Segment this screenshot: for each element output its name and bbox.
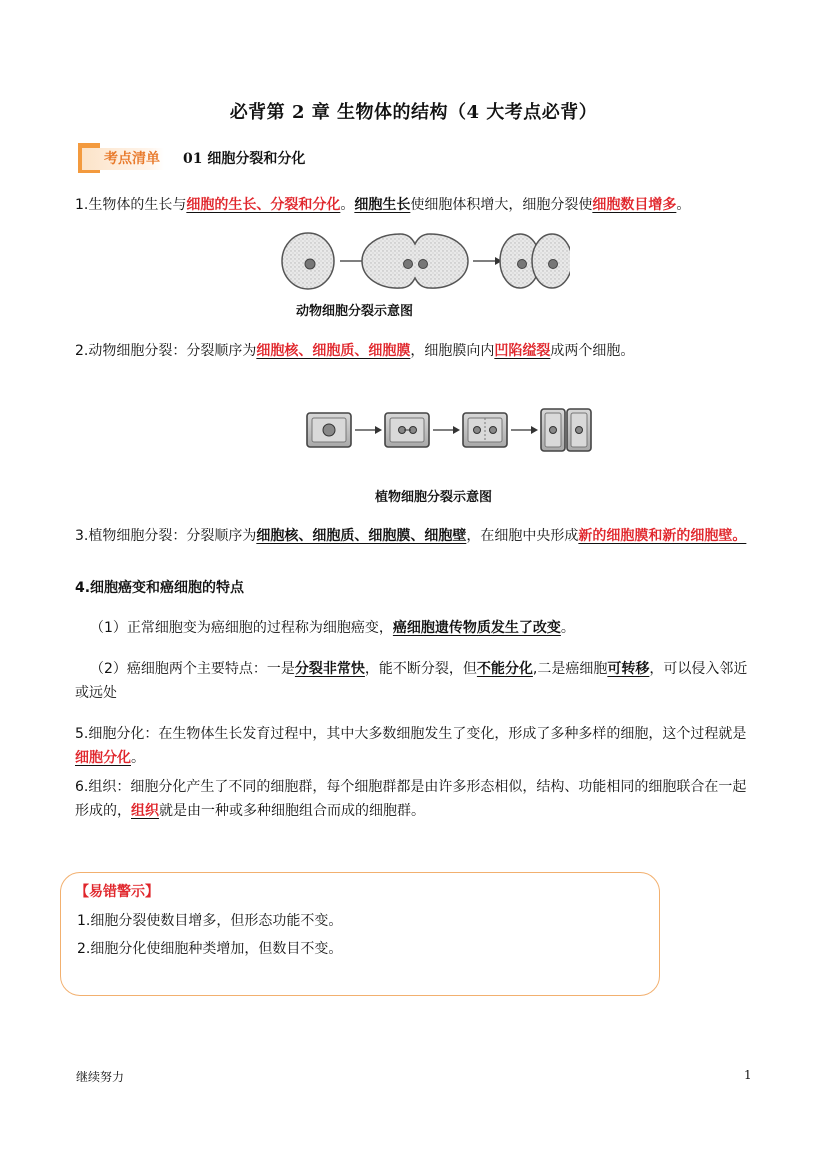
text: ，可以侵入邻近或远处	[75, 661, 748, 701]
highlight-red: 细胞分化	[75, 750, 131, 766]
cell-stage-2	[362, 234, 468, 288]
page-title: 必背第 2 章 生物体的结构（4 大考点必背）	[229, 102, 598, 123]
plant-arrow-3	[511, 426, 538, 434]
text: 。	[340, 197, 355, 213]
plant-arrow-2	[433, 426, 460, 434]
warning-box	[60, 872, 660, 996]
highlight-red: 细胞的生长、分裂和分化	[186, 197, 341, 213]
section-subtitle: 01 细胞分裂和分化	[183, 151, 306, 167]
highlight-underline: 可转移	[607, 661, 650, 677]
highlight-red: 新的细胞膜和新的细胞壁。	[578, 528, 747, 544]
text: （1）正常细胞变为癌细胞的过程称为细胞癌变，	[90, 620, 393, 636]
warning-line-2: 2.细胞分化使细胞种类增加，但数目不变。	[77, 941, 343, 957]
text: ，能不断分裂，但	[364, 661, 477, 677]
text: 使细胞体积增大，细胞分裂使	[410, 197, 593, 213]
highlight-underline: 分裂非常快	[294, 661, 365, 677]
plant-arrow-1	[355, 426, 382, 434]
text: 就是由一种或多种细胞组合而成的细胞群。	[159, 803, 425, 819]
text: 1.生物体的生长与	[75, 197, 187, 213]
paragraph-4-heading: 4.细胞癌变和癌细胞的特点	[75, 580, 245, 596]
paragraph-4-2	[75, 657, 755, 705]
plant-cell-stage-3	[463, 413, 507, 447]
highlight-underline: 细胞生长	[354, 197, 411, 213]
highlight-underline: 癌细胞遗传物质发生了改变	[392, 620, 561, 636]
plant-cell-division-figure	[305, 405, 595, 453]
highlight-underline: 细胞核、细胞质、细胞膜、细胞壁	[256, 528, 467, 544]
paragraph-4-1	[90, 616, 755, 640]
paragraph-6	[75, 775, 755, 823]
text: 5.细胞分化：在生物体生长发育过程中，其中大多数细胞发生了变化，形成了多种多样的细胞，这个过程就是	[75, 726, 747, 742]
page-number: 1	[744, 1068, 752, 1082]
paragraph-2	[75, 339, 755, 363]
text: （2）癌细胞两个主要特点：一是	[90, 661, 295, 677]
paragraph-1	[75, 193, 755, 217]
section-header	[78, 143, 378, 173]
cell-stage-1	[282, 233, 334, 289]
arrow-2	[473, 257, 502, 265]
text: ，在细胞中央形成	[466, 528, 579, 544]
highlight-red: 细胞核、细胞质、细胞膜	[256, 343, 411, 359]
highlight-red: 组织	[131, 803, 159, 819]
text: ，细胞膜向内	[410, 343, 495, 359]
paragraph-3	[75, 524, 755, 548]
text: 。	[676, 197, 691, 213]
text: 。	[560, 620, 575, 636]
cell-stage-3	[500, 234, 570, 288]
highlight-red: 凹陷缢裂	[494, 343, 551, 359]
highlight-underline: 不能分化	[476, 661, 533, 677]
figure-1-caption: 动物细胞分裂示意图	[296, 304, 414, 319]
figure-2-caption: 植物细胞分裂示意图	[375, 490, 493, 505]
footer-text: 继续努力	[76, 1070, 125, 1084]
warning-title: 【易错警示】	[75, 884, 159, 900]
text: ,二是癌细胞	[532, 661, 608, 677]
text: 成两个细胞。	[550, 343, 635, 359]
section-tag: 考点清单	[82, 148, 164, 170]
plant-cell-stage-1	[307, 413, 351, 447]
paragraph-5	[75, 722, 755, 770]
highlight-red: 细胞数目增多	[592, 197, 677, 213]
text: 6.组织：细胞分化产生了不同的细胞群，每个细胞群都是由许多形态相似，结构、功能相同的细胞联合在一起形成的，	[75, 779, 747, 819]
text: 3.植物细胞分裂：分裂顺序为	[75, 528, 257, 544]
animal-cell-division-figure	[270, 226, 570, 296]
text: 。	[131, 750, 145, 766]
warning-line-1: 1.细胞分裂使数目增多，但形态功能不变。	[77, 913, 343, 929]
text: 2.动物细胞分裂：分裂顺序为	[75, 343, 257, 359]
plant-cell-stage-4	[541, 409, 591, 451]
plant-cell-stage-2	[385, 413, 429, 447]
